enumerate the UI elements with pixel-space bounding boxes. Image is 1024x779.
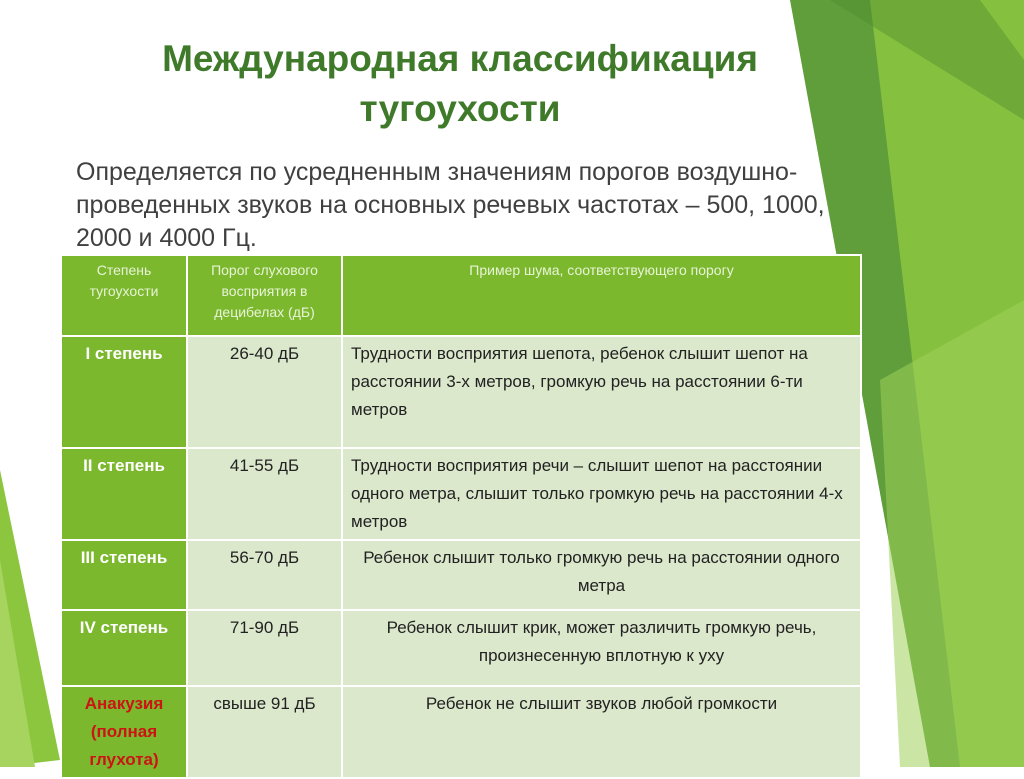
classification-table [60,254,862,779]
degree-cell: II степень [61,448,187,540]
degree-cell: III степень [61,540,187,610]
example-cell: Трудности восприятия шепота, ребенок слышит шепот на расстоянии 3-х метров, громкую речь на расстоянии 6-ти метров [342,336,861,448]
table-header-row [61,255,861,336]
table-row [61,448,861,540]
deco-shape-right-mid [880,300,1024,767]
table-row [61,540,861,610]
threshold-cell: свыше 91 дБ [187,686,342,778]
header-example: Пример шума, соответствующего порогу [342,255,861,336]
intro-text: Определяется по усредненным значениям порогов воздушно-проведенных звуков на основных речевых частотах – 500, 1000, 2000 и 4000 Гц. [76,158,825,252]
example-cell: Ребенок не слышит звуков любой громкости [342,686,861,778]
example-cell: Ребенок слышит только громкую речь на расстоянии одного метра [342,540,861,610]
slide-title: Международная классификация тугоухости [162,38,758,129]
threshold-cell: 26-40 дБ [187,336,342,448]
threshold-cell: 56-70 дБ [187,540,342,610]
example-cell: Ребенок слышит крик, может различить громкую речь, произнесенную вплотную к уху [342,610,861,686]
table-row [61,610,861,686]
table-row [61,686,861,778]
threshold-cell: 41-55 дБ [187,448,342,540]
header-degree: Степень тугоухости [61,255,187,336]
header-threshold: Порог слухового восприятия в децибелах (дБ) [187,255,342,336]
threshold-cell: 71-90 дБ [187,610,342,686]
degree-cell: IV степень [61,610,187,686]
example-cell: Трудности восприятия речи – слышит шепот на расстоянии одного метра, слышит только громкую речь на расстоянии 4-х метров [342,448,861,540]
degree-cell: Анакузия (полная глухота) [61,686,187,778]
table-row [61,336,861,448]
degree-cell: I степень [61,336,187,448]
